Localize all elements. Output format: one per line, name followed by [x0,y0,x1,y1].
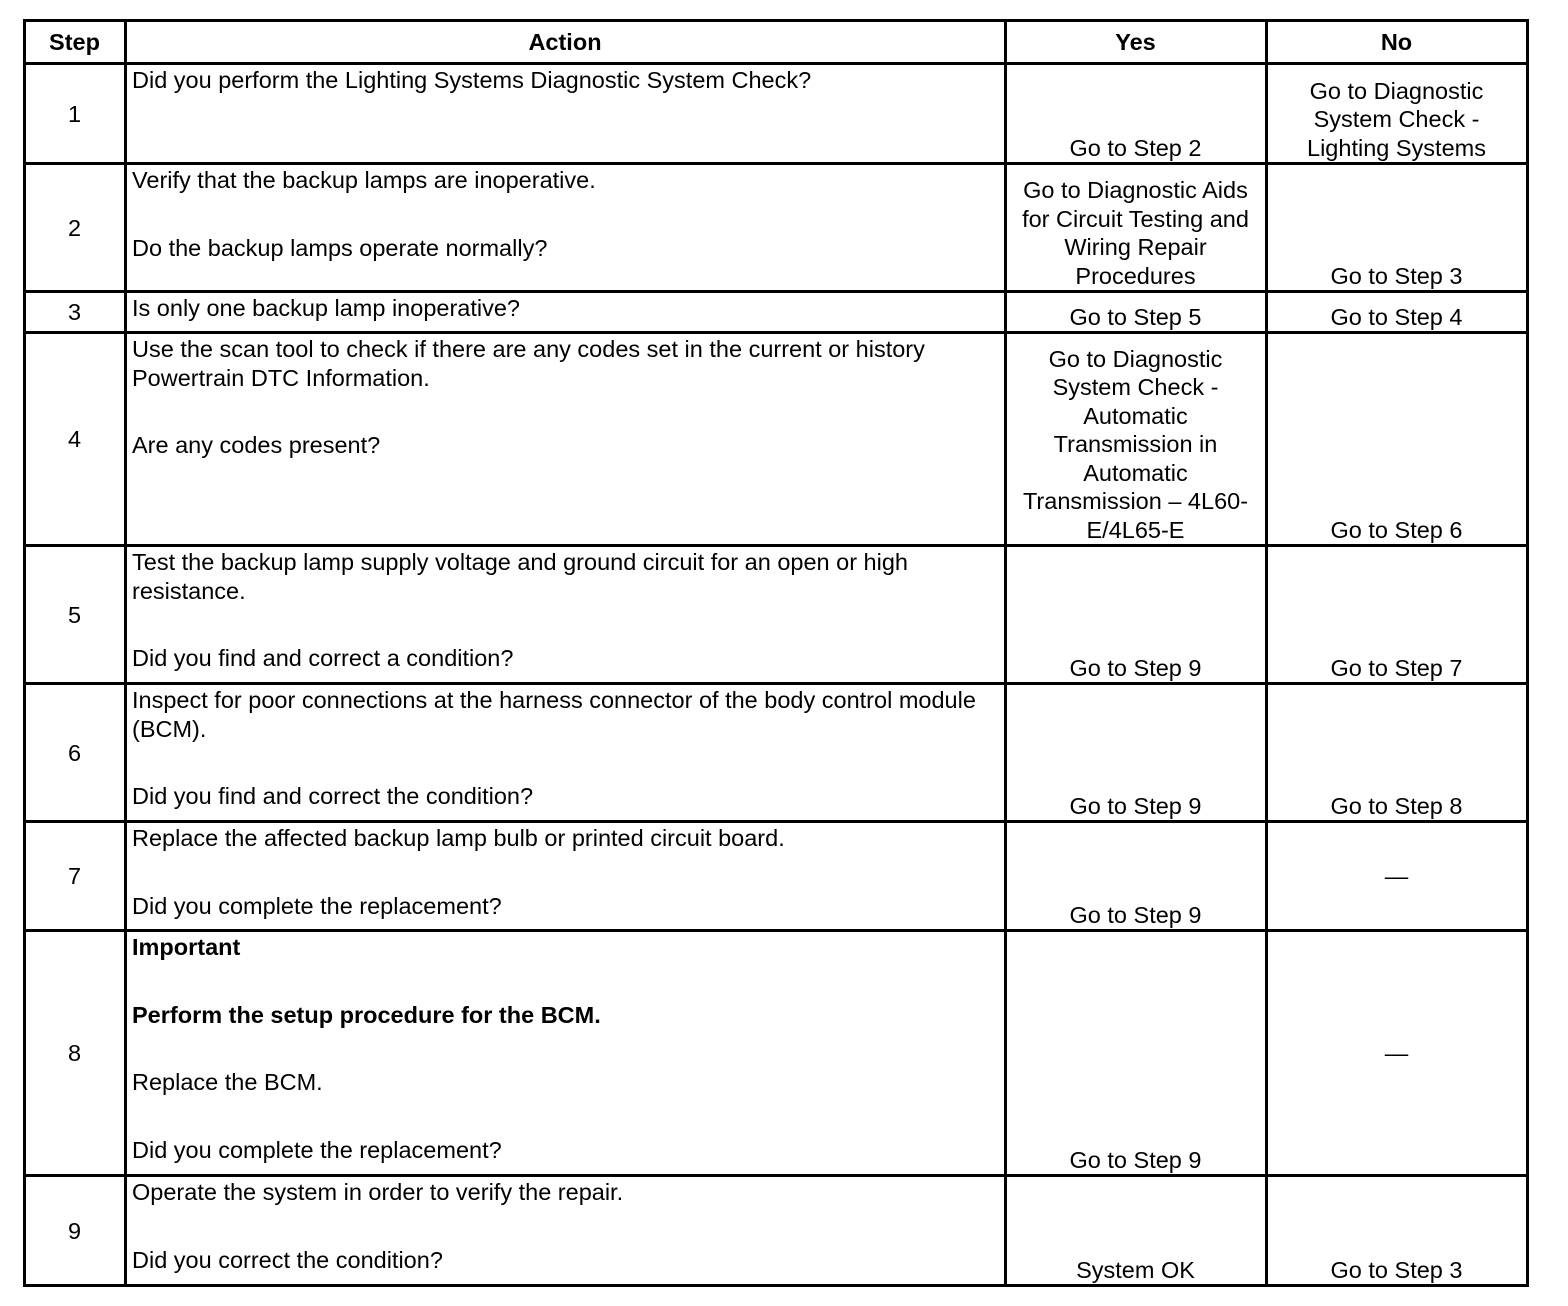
yes-result: Go to Step 9 [1006,546,1267,684]
table-row [25,1176,1528,1286]
no-result-dash: — [1384,1040,1409,1067]
action-text: Verify that the backup lamps are inoperative. [132,167,596,193]
step-number: 1 [25,64,126,164]
step-number: 4 [25,333,126,546]
action-cell [126,292,1006,333]
action-cell [126,684,1006,822]
no-result: Go to Step 8 [1267,684,1528,822]
action-text: Replace the BCM. [132,1069,323,1095]
step-number: 6 [25,684,126,822]
table-row [25,546,1528,684]
action-text: Use the scan tool to check if there are any codes set in the current or history Powertrain DTC Information. [132,336,925,391]
action-question: Do the backup lamps operate normally? [132,234,548,261]
no-result-dash: — [1384,863,1409,890]
table-row [25,292,1528,333]
action-question: Did you find and correct the condition? [132,783,534,809]
header-step: Step [25,21,126,64]
yes-result: Go to Diagnostic Aids for Circuit Testing and Wiring Repair Procedures [1006,164,1267,292]
yes-result: System OK [1006,1176,1267,1286]
action-question: Is only one backup lamp inoperative? [132,295,520,321]
action-text: Did you perform the Lighting Systems Diagnostic System Check? [132,67,812,93]
table-row [25,333,1528,546]
no-result: Go to Step 6 [1267,333,1528,546]
action-cell [126,546,1006,684]
header-yes: Yes [1006,21,1267,64]
yes-result: Go to Diagnostic System Check - Automatic Transmission in Automatic Transmission – 4L60-E/4L65-E [1006,333,1267,546]
table-row [25,64,1528,164]
yes-result: Go to Step 9 [1006,931,1267,1176]
no-result: Go to Step 7 [1267,546,1528,684]
action-cell [126,64,1006,164]
action-question: Did you correct the condition? [132,1246,443,1273]
action-cell [126,164,1006,292]
table-row [25,164,1528,292]
no-result [1267,822,1528,931]
no-result: Go to Diagnostic System Check - Lighting Systems [1267,64,1528,164]
action-text: Replace the affected backup lamp bulb or printed circuit board. [132,825,785,851]
table-row [25,822,1528,931]
header-row [25,21,1528,64]
table-row [25,684,1528,822]
action-question: Did you find and correct a condition? [132,645,514,671]
action-text: Inspect for poor connections at the harness connector of the body control module (BCM). [132,687,976,742]
step-number: 3 [25,292,126,333]
diagnostic-table-container [23,19,1529,1287]
yes-result: Go to Step 2 [1006,64,1267,164]
no-result: Go to Step 3 [1267,164,1528,292]
diagnostic-table [23,19,1529,1287]
action-text: Operate the system in order to verify the repair. [132,1179,624,1205]
action-question: Are any codes present? [132,432,381,458]
step-number: 8 [25,931,126,1176]
important-text: Perform the setup procedure for the BCM. [132,1001,601,1028]
action-cell [126,1176,1006,1286]
action-question: Did you complete the replacement? [132,1136,502,1163]
action-cell [126,333,1006,546]
table-row [25,931,1528,1176]
step-number: 7 [25,822,126,931]
important-label: Important [132,934,241,960]
action-question: Did you complete the replacement? [132,892,502,919]
step-number: 9 [25,1176,126,1286]
yes-result: Go to Step 9 [1006,822,1267,931]
step-number: 5 [25,546,126,684]
header-action: Action [126,21,1006,64]
header-no: No [1267,21,1528,64]
yes-result: Go to Step 5 [1006,292,1267,333]
no-result [1267,931,1528,1176]
action-cell [126,931,1006,1176]
no-result: Go to Step 3 [1267,1176,1528,1286]
action-cell [126,822,1006,931]
yes-result: Go to Step 9 [1006,684,1267,822]
action-text: Test the backup lamp supply voltage and ground circuit for an open or high resistance. [132,549,908,604]
no-result: Go to Step 4 [1267,292,1528,333]
step-number: 2 [25,164,126,292]
